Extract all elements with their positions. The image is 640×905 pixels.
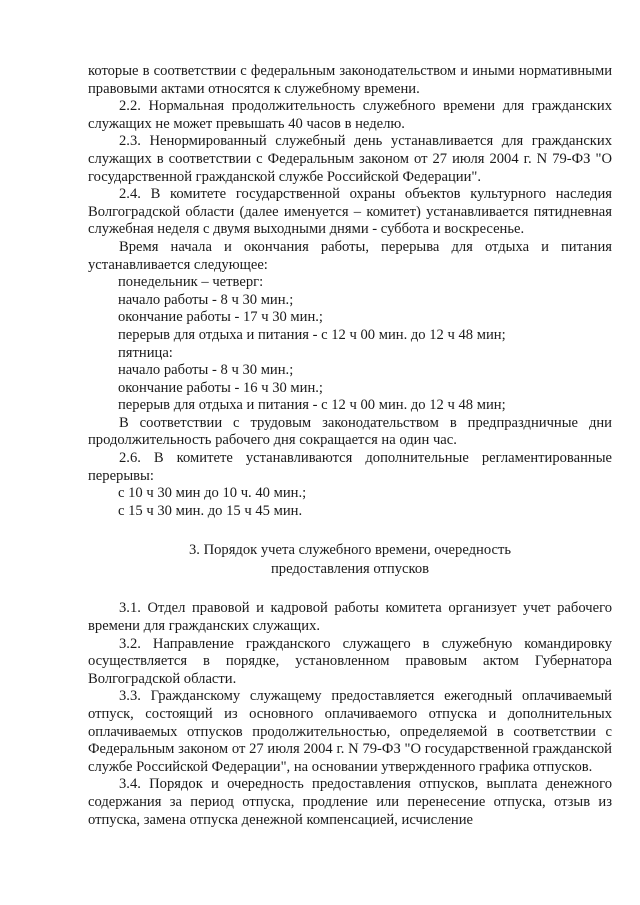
section-heading-line: 3. Порядок учета служебного времени, очередность: [188, 542, 512, 559]
schedule-line: окончание работы - 16 ч 30 мин.;: [118, 379, 323, 396]
schedule-line: начало работы - 8 ч 30 мин.;: [118, 291, 294, 308]
section-heading: [88, 541, 612, 578]
break-line: с 10 ч 30 мин до 10 ч. 40 мин.;: [118, 485, 307, 502]
paragraph-3-1: 3.1. Отдел правовой и кадровой работы комитета организует учет рабочего времени для гражданских служащих.: [88, 600, 612, 635]
break-list: [88, 485, 612, 520]
schedule-list: [88, 274, 612, 415]
paragraph-3-2: 3.2. Направление гражданского служащего в служебную командировку осуществляется в порядке, установленном правовым актом Губернатора Волгоградской области.: [88, 635, 612, 687]
paragraph-continuation: которые в соответствии с федеральным законодательством и иными нормативными правовыми актами относятся к служебному времени.: [88, 63, 612, 97]
paragraph-2-2: 2.2. Нормальная продолжительность служебного времени для гражданских служащих не может превышать 40 часов в неделю.: [88, 98, 612, 132]
document-page: [88, 63, 612, 829]
schedule-line: понедельник – четверг:: [118, 274, 264, 291]
paragraph-2-6: 2.6. В комитете устанавливаются дополнительные регламентированные перерывы:: [88, 450, 612, 484]
schedule-line: перерыв для отдыха и питания - с 12 ч 00 мин. до 12 ч 48 мин;: [118, 326, 506, 343]
schedule-line: пятница:: [118, 344, 173, 361]
break-line: с 15 ч 30 мин. до 15 ч 45 мин.: [118, 502, 303, 519]
section-heading-line: предоставления отпусков: [270, 560, 430, 577]
schedule-line: перерыв для отдыха и питания - с 12 ч 00 мин. до 12 ч 48 мин;: [118, 397, 506, 414]
paragraph-3-3: 3.3. Гражданскому служащему предоставляется ежегодный оплачиваемый отпуск, состоящий из основного оплачиваемого отпуска и дополнительных оплачиваемых отпусков продолжительностью, определяемой в соответствии с Федеральным законом от 27 июля 2004 г. N 79-ФЗ "О государственной гражданской службе Российской Федерации", на основании утвержденного графика отпусков.: [88, 688, 612, 775]
paragraph-3-4: 3.4. Порядок и очередность предоставления отпусков, выплата денежного содержания за период отпуска, продление или перенесение отпуска, отзыв из отпуска, замена отпуска денежной компенсацией, исчисление: [88, 776, 612, 828]
paragraph-pre-holiday: В соответствии с трудовым законодательством в предпраздничные дни продолжительность рабочего дня сокращается на один час.: [88, 414, 612, 449]
schedule-line: начало работы - 8 ч 30 мин.;: [118, 362, 294, 379]
paragraph-work-hours-intro: Время начала и окончания работы, перерыва для отдыха и питания устанавливается следующее:: [88, 238, 612, 273]
paragraph-2-3: 2.3. Ненормированный служебный день устанавливается для гражданских служащих в соответствии с Федеральным законом от 27 июля 2004 г. N 79-ФЗ "О государственной гражданской службе Российской Федерации".: [88, 133, 612, 185]
paragraph-2-4: 2.4. В комитете государственной охраны объектов культурного наследия Волгоградской области (далее именуется – комитет) устанавливается пятидневная служебная неделя с двумя выходными днями - суббота и воскресенье.: [88, 186, 612, 238]
schedule-line: окончание работы - 17 ч 30 мин.;: [118, 309, 323, 326]
